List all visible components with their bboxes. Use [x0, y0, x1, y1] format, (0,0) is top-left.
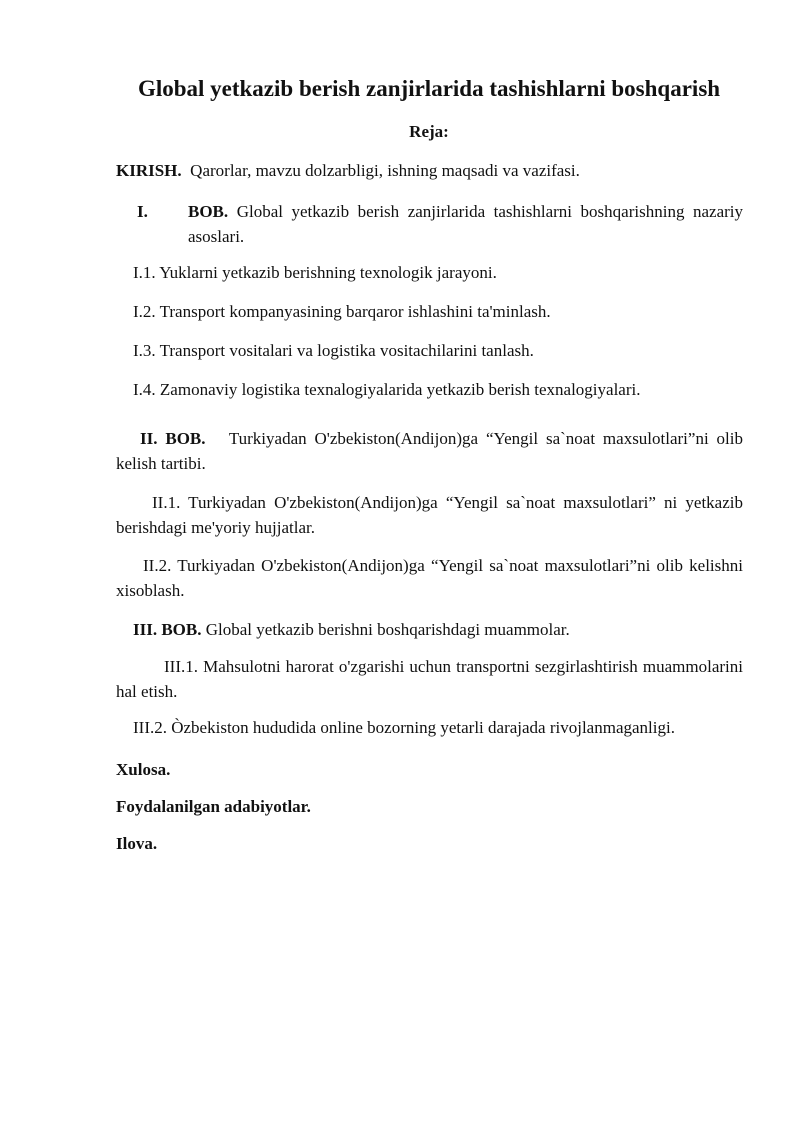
document-title: Global yetkazib berish zanjirlarida tashishlarni boshqarish: [137, 76, 721, 101]
toc-kirish: [116, 158, 746, 183]
toc-item-2-2: II.2. Turkiyadan O'zbekiston(Andijon)ga “Yengil sa`noat maxsulotlari”ni olib kelishni xisoblash.: [116, 556, 743, 600]
toc-item-3-1: III.1. Mahsulotni harorat o'zgarishi uchun transportni sezgirlashtirish muammolarini hal etish.: [116, 657, 743, 701]
toc-item-1-3: I.3. Transport vositalari va logistika vositachilarini tanlash.: [133, 341, 534, 360]
toc-xulosa: Xulosa.: [116, 760, 171, 779]
chapter1-text: Global yetkazib berish zanjirlarida tashishlarni boshqarishning nazariy asoslari.: [188, 202, 744, 246]
plan-heading: Reja:: [409, 122, 449, 141]
toc-item-3-2: III.2. Òzbekiston hududida online bozorning yetarli darajada rivojlanmaganligi.: [133, 718, 675, 737]
chapter2-label: II. BOB.: [140, 429, 206, 448]
chapter1-label: BOB.: [188, 202, 229, 221]
toc-chapter3: [133, 617, 753, 642]
toc-adabiyotlar: Foydalanilgan adabiyotlar.: [116, 797, 311, 816]
toc-chapter1: [188, 199, 743, 249]
toc-item-2-1: II.1. Turkiyadan O'zbekiston(Andijon)ga “Yengil sa`noat maxsulotlari” ni yetkazib berishdagi me'yoriy hujjatlar.: [116, 493, 743, 537]
chapter2-text: Turkiyadan O'zbekiston(Andijon)ga “Yengil sa`noat maxsulotlari”ni olib kelish tartibi.: [116, 429, 743, 473]
toc-item-1-4: I.4. Zamonaviy logistika texnalogiyalarida yetkazib berish texnalogiyalari.: [133, 380, 641, 399]
toc-item-1-1: I.1. Yuklarni yetkazib berishning texnologik jarayoni.: [133, 263, 497, 282]
toc-ilova: Ilova.: [116, 834, 158, 853]
chapter3-text: Global yetkazib berishni boshqarishdagi muammolar.: [205, 620, 570, 639]
kirish-text: Qarorlar, mavzu dolzarbligi, ishning maqsadi va vazifasi.: [190, 161, 580, 180]
toc-chapter2: [116, 426, 743, 476]
chapter1-number: I.: [137, 202, 148, 221]
toc-item-1-2: I.2. Transport kompanyasining barqaror ishlashini ta'minlash.: [133, 302, 551, 321]
chapter3-label: III. BOB.: [133, 620, 202, 639]
kirish-label: KIRISH.: [116, 161, 182, 180]
